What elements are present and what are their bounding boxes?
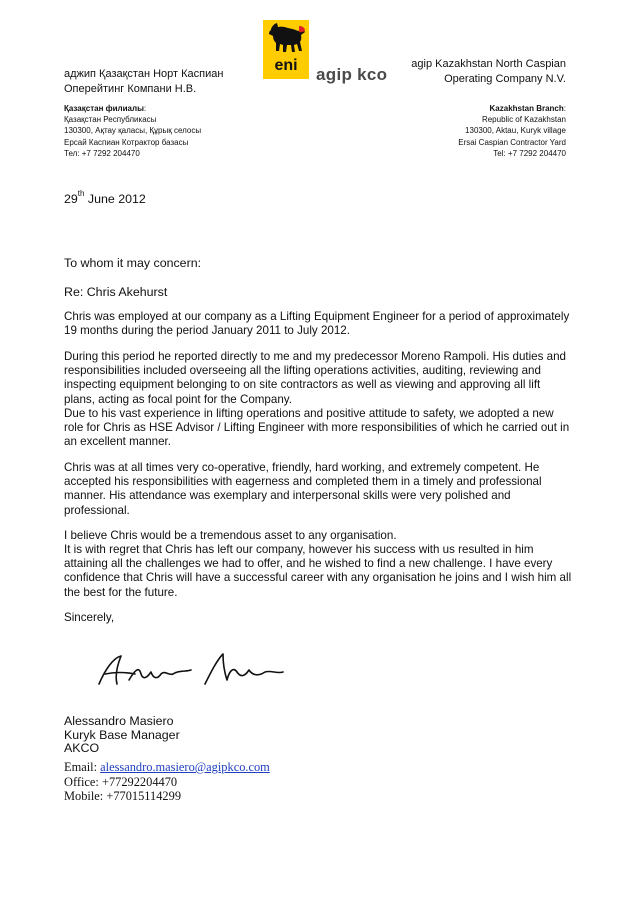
header-right-company	[411, 57, 566, 86]
branch-left-line3: Ерсай Каспиан Котрактор базасы	[64, 137, 189, 147]
letter-date	[64, 191, 146, 206]
branch-left-address	[64, 103, 201, 159]
branch-right-title-text: Kazakhstan Branch	[489, 104, 564, 113]
handwritten-signature	[95, 640, 295, 700]
signatory-block	[64, 715, 180, 756]
paragraph-departure: It is with regret that Chris has left our company, however his success with us resulted in him attaining all the challenges we had to offer, and he wished to find a new challenge. I have every confidence that Chris will have a successful career with any organisation he joins and I wish him all the best for the future.	[64, 543, 572, 599]
six-legged-dog-icon	[263, 20, 309, 62]
paragraph-employment: Chris was employed at our company as a Lifting Equipment Engineer for a period of approximately 19 months during the period January 2011 to July 2012.	[64, 310, 570, 338]
branch-right-line3: Ersai Caspian Contractor Yard	[458, 137, 566, 147]
subject-line: Re: Chris Akehurst	[64, 285, 168, 299]
branch-left-line2: 130300, Ақтау қаласы, Құрық селосы	[64, 126, 202, 136]
mobile-phone: Mobile: +77015114299	[64, 789, 182, 803]
date-day: 29	[64, 192, 78, 207]
header-right-line1: agip Kazakhstan North Caspian	[411, 58, 566, 70]
signatory-company: AKCO	[64, 741, 100, 755]
header-left-line1: аджип Қазақстан Норт Каспиан	[64, 68, 224, 80]
paragraph-recommendation: I believe Chris would be a tremendous asset to any organisation.	[64, 529, 397, 542]
signatory-title: Kuryk Base Manager	[64, 727, 180, 742]
contact-block	[64, 760, 270, 804]
email-link[interactable]: alessandro.masiero@agipkco.com	[100, 760, 270, 774]
branch-left-line4: Тел: +7 7292 204470	[64, 148, 140, 158]
paragraph-character: Chris was at all times very co-operative, friendly, hard working, and extremely competent. He accepted his responsibilities with eagerness and completed them in a timely and professional manner. His attendance was exemplary and interpersonal skills were very polished and professional.	[64, 461, 542, 517]
header-right-line2: Operating Company N.V.	[444, 72, 566, 85]
branch-left-line1: Қазақстан Республикасы	[64, 115, 157, 125]
salutation: To whom it may concern:	[64, 256, 202, 270]
header-left-company	[64, 67, 223, 96]
closing: Sincerely,	[64, 611, 115, 624]
branch-right-line1: Republic of Kazakhstan	[481, 115, 566, 125]
date-ordinal-suffix: th	[77, 189, 85, 198]
branch-left-title	[64, 103, 201, 114]
signatory-name: Alessandro Masiero	[64, 714, 174, 728]
branch-right-line4: Tel: +7 7292 204470	[493, 148, 566, 158]
logo-agip-kco-text: agip kco	[316, 65, 388, 84]
branch-left-title-colon: :	[143, 104, 147, 113]
paragraph-new-role: Due to his vast experience in lifting operations and positive attitude to safety, we adopted a new role for Chris as HSE Advisor / Lifting Engineer with more responsibilities of which he carried out in an excellent manner.	[64, 407, 570, 449]
logo-eni-text: eni	[274, 57, 298, 74]
branch-right-address	[458, 103, 566, 159]
branch-left-title-text: Қазақстан филиалы	[64, 104, 144, 113]
branch-right-title	[458, 103, 566, 114]
office-phone: Office: +77292204470	[64, 774, 178, 789]
paragraph-duties: During this period he reported directly to me and my predecessor Moreno Rampoli. His duties and responsibilities included overseeing all the lifting operations activities, auditing, reviewing and inspecting equipment belonging to on site contractors as well as viewing and approving all lift plans, acting as focal point for the Company.	[64, 350, 566, 406]
branch-right-line2: 130300, Aktau, Kuryk village	[465, 126, 566, 136]
email-line	[64, 760, 270, 775]
branch-right-title-colon: :	[563, 104, 566, 113]
date-month-year: June 2012	[84, 192, 146, 207]
header-left-line2: Оперейтинг Компани Н.В.	[64, 82, 197, 95]
email-label: Email:	[64, 760, 101, 774]
